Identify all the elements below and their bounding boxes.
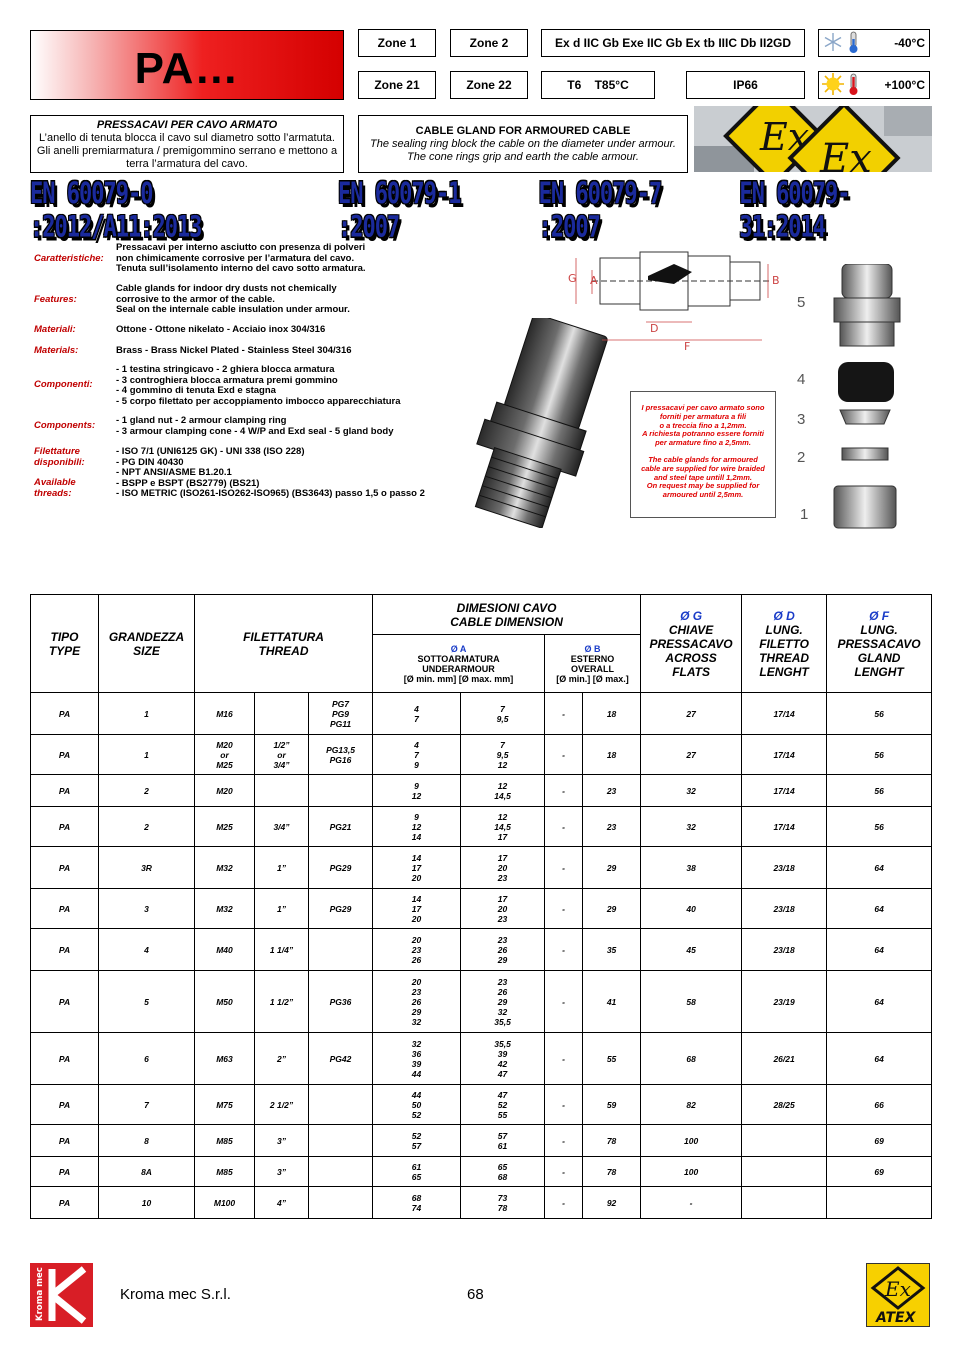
- cell-b-max: 18: [583, 735, 641, 775]
- cell-d: 23/19: [742, 971, 827, 1033]
- cell-b-min: -: [545, 693, 583, 735]
- cell-metric-thread: M16: [195, 693, 255, 735]
- feature-line: - 3 controghiera blocca armatura premi gommino: [116, 374, 338, 386]
- part-number: 3: [797, 411, 806, 428]
- cell-g: 82: [641, 1085, 742, 1125]
- min-temperature: -40°C: [894, 36, 925, 50]
- feature-line: - 3 armour clamping cone - 4 W/P and Exd seal - 5 gland body: [116, 425, 394, 437]
- cell-pg-thread: [309, 1085, 373, 1125]
- part-number: 1: [800, 506, 809, 523]
- header-a: Ø A SOTTOARMATURA UNDERARMOUR [Ø min. mm] [Ø max. mm]: [373, 635, 545, 693]
- label-line: Filettature: [34, 446, 80, 457]
- feature-line: - 4 gommino di tenuta Exd e stagna: [116, 385, 276, 396]
- part-number: 4: [797, 371, 806, 388]
- svg-text:Ex: Ex: [885, 1277, 911, 1301]
- exploded-parts: [826, 264, 906, 534]
- cell-g: 58: [641, 971, 742, 1033]
- cell-a-max: 12 14,5: [461, 775, 545, 807]
- cell-f: 69: [827, 1125, 932, 1157]
- cell-type: PA: [31, 735, 99, 775]
- cell-a-max: 35,5 39 42 47: [461, 1033, 545, 1085]
- cell-pg-thread: PG29: [309, 847, 373, 889]
- cell-a-min: 14 17 20: [373, 889, 461, 929]
- cell-b-max: 92: [583, 1187, 641, 1219]
- header-type: TIPO TYPE: [31, 595, 99, 693]
- sun-thermometer-icon: [821, 72, 865, 99]
- cell-type: PA: [31, 1187, 99, 1219]
- cell-imperial-thread: 3”: [255, 1157, 309, 1187]
- cell-d: [742, 1187, 827, 1219]
- cell-b-min: -: [545, 735, 583, 775]
- cell-imperial-thread: 4”: [255, 1187, 309, 1219]
- cell-a-max: 17 20 23: [461, 847, 545, 889]
- materiali-text: Ottone - Ottone nikelato - Acciaio inox 304/316: [116, 324, 326, 335]
- cell-g: 32: [641, 775, 742, 807]
- cell-d: 26/21: [742, 1033, 827, 1085]
- cell-d: 17/14: [742, 775, 827, 807]
- cell-pg-thread: [309, 1187, 373, 1219]
- cell-size: 8: [99, 1125, 195, 1157]
- threads-label: [34, 478, 76, 499]
- cell-a-max: 57 61: [461, 1125, 545, 1157]
- cell-size: 1: [99, 735, 195, 775]
- cell-imperial-thread: 2 1/2”: [255, 1085, 309, 1125]
- cell-b-min: -: [545, 807, 583, 847]
- cell-d: 23/18: [742, 889, 827, 929]
- armour-note: [630, 391, 776, 518]
- note-line: On request may be supplied for: [646, 481, 760, 491]
- description-english-heading: CABLE GLAND FOR ARMOURED CABLE: [415, 125, 631, 137]
- cell-b-max: 29: [583, 847, 641, 889]
- cell-g: 40: [641, 889, 742, 929]
- cell-g: 100: [641, 1125, 742, 1157]
- cell-g: 27: [641, 693, 742, 735]
- cell-metric-thread: M50: [195, 971, 255, 1033]
- cell-metric-thread: M100: [195, 1187, 255, 1219]
- note-line: The cable glands for armoured: [648, 454, 758, 464]
- cell-a-max: 12 14,5 17: [461, 807, 545, 847]
- cell-b-max: 59: [583, 1085, 641, 1125]
- cell-d: [742, 1157, 827, 1187]
- cell-f: 56: [827, 807, 932, 847]
- note-line: forniti per armatura a fili: [659, 411, 747, 421]
- table-row: [31, 847, 932, 889]
- cell-size: 10: [99, 1187, 195, 1219]
- cell-type: PA: [31, 847, 99, 889]
- components-label: Components:: [34, 420, 96, 431]
- cell-b-max: 23: [583, 807, 641, 847]
- cell-type: PA: [31, 693, 99, 735]
- product-title-box: [30, 30, 344, 100]
- standard-norm: EN 60079-7 :2007: [538, 177, 662, 245]
- cell-metric-thread: M32: [195, 889, 255, 929]
- cell-a-min: 32 36 39 44: [373, 1033, 461, 1085]
- product-title: PA…: [134, 44, 240, 93]
- cell-b-max: 23: [583, 775, 641, 807]
- cell-b-min: -: [545, 889, 583, 929]
- svg-text:Ex: Ex: [820, 136, 872, 172]
- cell-type: PA: [31, 1157, 99, 1187]
- cell-type: PA: [31, 775, 99, 807]
- cell-a-min: 68 74: [373, 1187, 461, 1219]
- cell-metric-thread: M40: [195, 929, 255, 971]
- cell-b-min: -: [545, 1085, 583, 1125]
- feature-line: Pressacavi per interno asciutto con presenza di polveri: [116, 242, 366, 253]
- note-line: A richiesta potranno essere forniti: [642, 429, 764, 439]
- cell-imperial-thread: 1 1/2”: [255, 971, 309, 1033]
- table-row: [31, 889, 932, 929]
- cell-type: PA: [31, 807, 99, 847]
- description-italian-body: L’anello di tenuta blocca il cavo sul diametro sotto l’armatuta. Gli anelli premiarmatura / premigommino serrano e mettono a terra l’armatura del cavo.: [36, 132, 338, 170]
- cell-a-min: 4 7 9: [373, 735, 461, 775]
- cell-pg-thread: PG42: [309, 1033, 373, 1085]
- cell-b-max: 55: [583, 1033, 641, 1085]
- header-d: Ø D LUNG. FILETTO THREAD LENGHT: [742, 595, 827, 693]
- cell-a-min: 14 17 20: [373, 847, 461, 889]
- zone-1-badge: Zone 1: [358, 29, 436, 57]
- cell-metric-thread: M85: [195, 1125, 255, 1157]
- cell-b-min: -: [545, 1125, 583, 1157]
- specification-table: [30, 594, 932, 1219]
- description-english: [358, 115, 688, 173]
- ip-rating: IP66: [686, 71, 805, 99]
- cell-metric-thread: M20: [195, 775, 255, 807]
- note-line: o a treccia fino a 1,2mm.: [659, 420, 747, 430]
- cell-a-min: 20 23 26 29 32: [373, 971, 461, 1033]
- cell-size: 7: [99, 1085, 195, 1125]
- cell-imperial-thread: [255, 693, 309, 735]
- cell-size: 2: [99, 775, 195, 807]
- cell-f: 64: [827, 971, 932, 1033]
- feature-line: - NPT ANSI/ASME B1.20.1: [116, 467, 232, 478]
- header-cable-dimension: DIMESIONI CAVO CABLE DIMENSION: [373, 595, 641, 635]
- feature-line: - ISO 7/1 (UNI6125 GK) - UNI 338 (ISO 228): [116, 446, 305, 457]
- feature-line: - ISO METRIC (ISO261-ISO262-ISO965) (BS3643) passo 1,5 o passo 2: [116, 488, 425, 499]
- cell-b-min: -: [545, 775, 583, 807]
- cell-g: 100: [641, 1157, 742, 1187]
- svg-text:ATEX: ATEX: [876, 1310, 916, 1326]
- cell-pg-thread: PG29: [309, 889, 373, 929]
- zone-22-badge: Zone 22: [450, 71, 528, 99]
- cell-g: 38: [641, 847, 742, 889]
- svg-text:Kroma mec: Kroma mec: [35, 1267, 45, 1321]
- cell-a-max: 65 68: [461, 1157, 545, 1187]
- table-row: [31, 693, 932, 735]
- description-english-body: The sealing ring block the cable on the diameter under armour. The cone rings grip and earth the cable armour.: [370, 138, 676, 163]
- cell-metric-thread: M75: [195, 1085, 255, 1125]
- diagram-label-d: D: [650, 322, 659, 335]
- cell-b-max: 78: [583, 1125, 641, 1157]
- cell-size: 8A: [99, 1157, 195, 1187]
- cell-d: 17/14: [742, 693, 827, 735]
- feature-line: non chimicamente corrosive per l’armatura del cavo.: [116, 252, 355, 264]
- cell-a-min: 4 7: [373, 693, 461, 735]
- cell-imperial-thread: 2”: [255, 1033, 309, 1085]
- cell-b-min: -: [545, 1033, 583, 1085]
- header-f: Ø F LUNG. PRESSACAVO GLAND LENGHT: [827, 595, 932, 693]
- features-label: Features:: [34, 294, 77, 305]
- feature-line: corrosive to the armor of the cable.: [116, 293, 275, 305]
- cell-a-min: 52 57: [373, 1125, 461, 1157]
- cell-size: 3R: [99, 847, 195, 889]
- table-row: [31, 1125, 932, 1157]
- componenti-text: [116, 365, 401, 407]
- cell-pg-thread: PG36: [309, 971, 373, 1033]
- cell-f: 64: [827, 1033, 932, 1085]
- filettature-label: [34, 447, 85, 468]
- components-text: [116, 416, 394, 437]
- cell-a-max: 73 78: [461, 1187, 545, 1219]
- cell-a-max: 7 9,5: [461, 693, 545, 735]
- cell-d: 23/18: [742, 847, 827, 889]
- company-name: Kroma mec S.r.l.: [120, 1286, 231, 1303]
- description-italian-heading: PRESSACAVI PER CAVO ARMATO: [96, 119, 278, 131]
- feature-line: - PG DIN 40430: [116, 456, 184, 468]
- temperature-class: T6 T85°C: [541, 71, 655, 99]
- cell-a-min: 61 65: [373, 1157, 461, 1187]
- cell-pg-thread: [309, 1157, 373, 1187]
- min-temperature-box: [818, 29, 930, 57]
- standards-banner: [30, 177, 930, 245]
- note-line: I pressacavi per cavo armato sono: [641, 403, 765, 412]
- feature-line: Seal on the internale cable insulation under armour.: [116, 304, 350, 315]
- cell-pg-thread: [309, 1125, 373, 1157]
- cell-b-max: 18: [583, 693, 641, 735]
- cell-a-max: 23 26 29: [461, 929, 545, 971]
- header-thread: FILETTATURA THREAD: [195, 595, 373, 693]
- cell-g: 32: [641, 807, 742, 847]
- standard-norm: EN 60079-31:2014: [739, 177, 850, 245]
- features-text: [116, 284, 350, 316]
- part-number: 2: [797, 449, 806, 466]
- atex-photo-banner: [694, 106, 932, 172]
- note-line: cable are supplied for wire braided: [641, 463, 765, 473]
- cell-pg-thread: [309, 775, 373, 807]
- table-body: [31, 693, 932, 1219]
- table-row: [31, 1157, 932, 1187]
- caratteristiche-label: Caratteristiche:: [34, 253, 104, 264]
- cell-a-min: 44 50 52: [373, 1085, 461, 1125]
- snowflake-thermometer-icon: [821, 30, 865, 57]
- table-row: [31, 1085, 932, 1125]
- cell-f: [827, 1187, 932, 1219]
- cell-a-min: 9 12: [373, 775, 461, 807]
- zone-21-badge: Zone 21: [358, 71, 436, 99]
- feature-line: Tenuta sull’isolamento interno del cavo sotto armatura.: [116, 263, 366, 274]
- cell-g: 45: [641, 929, 742, 971]
- cell-size: 6: [99, 1033, 195, 1085]
- cell-f: 56: [827, 735, 932, 775]
- cell-metric-thread: M63: [195, 1033, 255, 1085]
- cell-d: 23/18: [742, 929, 827, 971]
- table-row: [31, 735, 932, 775]
- cell-d: 17/14: [742, 807, 827, 847]
- header-g: Ø G CHIAVE PRESSACAVO ACROSS FLATS: [641, 595, 742, 693]
- table-row: [31, 807, 932, 847]
- cell-metric-thread: M32: [195, 847, 255, 889]
- label-line: threads:: [34, 487, 72, 499]
- kroma-mec-logo: [30, 1263, 93, 1327]
- cell-d: 17/14: [742, 735, 827, 775]
- table-row: [31, 929, 932, 971]
- feature-line: - 1 testina stringicavo - 2 ghiera blocca armatura: [116, 364, 335, 375]
- cell-f: 69: [827, 1157, 932, 1187]
- diagram-label-a: A: [590, 274, 598, 287]
- note-line: per armature fino a 2,5mm.: [655, 438, 751, 448]
- cell-b-min: -: [545, 929, 583, 971]
- cell-b-max: 29: [583, 889, 641, 929]
- cell-g: 68: [641, 1033, 742, 1085]
- header-b: Ø B ESTERNO OVERALL [Ø min.] [Ø max.]: [545, 635, 641, 693]
- cell-pg-thread: [309, 929, 373, 971]
- materiali-label: Materiali:: [34, 324, 76, 335]
- caratteristiche-text: [116, 243, 366, 275]
- cell-type: PA: [31, 1125, 99, 1157]
- componenti-label: Componenti:: [34, 379, 93, 390]
- cell-imperial-thread: 3/4”: [255, 807, 309, 847]
- cell-type: PA: [31, 889, 99, 929]
- standard-norm: EN 60079-1 :2007: [337, 177, 461, 245]
- cell-f: 66: [827, 1085, 932, 1125]
- cell-imperial-thread: [255, 775, 309, 807]
- standard-norm: EN 60079-0 :2012/A11:2013: [30, 177, 202, 245]
- atex-logo: [866, 1263, 930, 1327]
- cell-imperial-thread: 1”: [255, 847, 309, 889]
- feature-line: Cable glands for indoor dry dusts not chemically: [116, 283, 337, 294]
- ex-marking: Ex d IIC Gb Exe IIC Gb Ex tb IIIC Db II2GD: [541, 29, 805, 57]
- max-temperature-box: [818, 71, 930, 99]
- cell-size: 3: [99, 889, 195, 929]
- cell-size: 1: [99, 693, 195, 735]
- table-row: [31, 1033, 932, 1085]
- cell-b-max: 41: [583, 971, 641, 1033]
- svg-text:Ex: Ex: [760, 115, 810, 159]
- cell-d: 28/25: [742, 1085, 827, 1125]
- cell-b-min: -: [545, 1157, 583, 1187]
- cell-type: PA: [31, 1085, 99, 1125]
- cell-a-max: 23 26 29 32 35,5: [461, 971, 545, 1033]
- cell-type: PA: [31, 1033, 99, 1085]
- table-row: [31, 1187, 932, 1219]
- cell-b-min: -: [545, 847, 583, 889]
- cell-imperial-thread: 1 1/4”: [255, 929, 309, 971]
- diagram-label-g: G: [568, 272, 577, 285]
- cell-pg-thread: PG7 PG9 PG11: [309, 693, 373, 735]
- table-row: [31, 971, 932, 1033]
- description-italian: [30, 115, 344, 173]
- feature-line: - 5 corpo filettato per accoppiamento imbocco apparecchiatura: [116, 395, 401, 407]
- feature-line: - 1 gland nut - 2 armour clamping ring: [116, 415, 287, 426]
- zone-2-badge: Zone 2: [450, 29, 528, 57]
- cell-type: PA: [31, 971, 99, 1033]
- cell-size: 4: [99, 929, 195, 971]
- label-line: Available: [34, 477, 76, 488]
- diagram-label-f: F: [684, 340, 691, 353]
- cell-b-max: 35: [583, 929, 641, 971]
- cell-imperial-thread: 1/2” or 3/4”: [255, 735, 309, 775]
- max-temperature: +100°C: [884, 78, 925, 92]
- page-number: 68: [467, 1286, 484, 1303]
- note-line: armoured until 2,5mm.: [662, 490, 744, 500]
- cell-b-min: -: [545, 1187, 583, 1219]
- dimension-drawing: [562, 236, 790, 354]
- cell-metric-thread: M85: [195, 1157, 255, 1187]
- materials-text: Brass - Brass Nickel Plated - Stainless Steel 304/316: [116, 345, 352, 356]
- diagram-label-b: B: [772, 274, 780, 287]
- cell-f: 56: [827, 693, 932, 735]
- cell-a-max: 7 9,5 12: [461, 735, 545, 775]
- cell-b-max: 78: [583, 1157, 641, 1187]
- note-line: and steel tape untill 1,2mm.: [654, 472, 752, 482]
- header-size: GRANDEZZA SIZE: [99, 595, 195, 693]
- feature-line: - BSPP e BSPT (BS2779) (BS21): [116, 477, 260, 489]
- cell-size: 5: [99, 971, 195, 1033]
- part-number: 5: [797, 294, 806, 311]
- cell-g: -: [641, 1187, 742, 1219]
- cell-metric-thread: M25: [195, 807, 255, 847]
- cell-f: 64: [827, 889, 932, 929]
- cell-a-max: 17 20 23: [461, 889, 545, 929]
- cell-a-min: 20 23 26: [373, 929, 461, 971]
- materials-label: Materials:: [34, 345, 79, 356]
- cell-f: 56: [827, 775, 932, 807]
- cell-f: 64: [827, 929, 932, 971]
- cell-f: 64: [827, 847, 932, 889]
- cell-g: 27: [641, 735, 742, 775]
- table-row: [31, 775, 932, 807]
- cell-d: [742, 1125, 827, 1157]
- threads-text: [116, 447, 425, 500]
- cell-type: PA: [31, 929, 99, 971]
- cell-imperial-thread: 3”: [255, 1125, 309, 1157]
- cell-a-max: 47 52 55: [461, 1085, 545, 1125]
- cell-imperial-thread: 1”: [255, 889, 309, 929]
- cell-pg-thread: PG21: [309, 807, 373, 847]
- cell-size: 2: [99, 807, 195, 847]
- cell-pg-thread: PG13,5 PG16: [309, 735, 373, 775]
- cell-b-min: -: [545, 971, 583, 1033]
- cell-a-min: 9 12 14: [373, 807, 461, 847]
- cell-metric-thread: M20 or M25: [195, 735, 255, 775]
- label-line: disponibili:: [34, 456, 85, 468]
